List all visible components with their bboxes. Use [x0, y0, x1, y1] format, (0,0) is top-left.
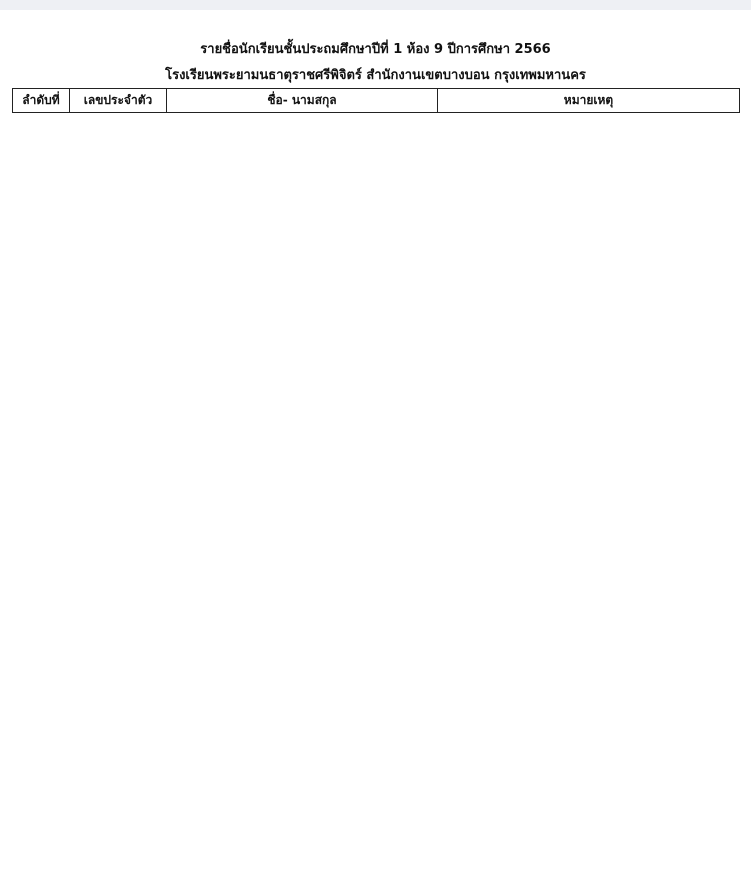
table-header-row [13, 89, 740, 113]
page-title: รายชื่อนักเรียนชั้นประถมศึกษาปีที่ 1 ห้อง 9 ปีการศึกษา 2566 [200, 42, 551, 57]
page-subtitle: โรงเรียนพระยามนธาตุราชศรีพิจิตร์ สำนักงานเขตบางบอน กรุงเทพมหานคร [165, 68, 586, 83]
col-header-note: หมายเหตุ [438, 89, 740, 113]
student-table [12, 88, 740, 113]
top-band [0, 0, 751, 10]
col-header-id: เลขประจำตัว [70, 89, 167, 113]
col-header-name: ชื่อ- นามสกุล [167, 89, 438, 113]
col-header-no: ลำดับที่ [13, 89, 70, 113]
